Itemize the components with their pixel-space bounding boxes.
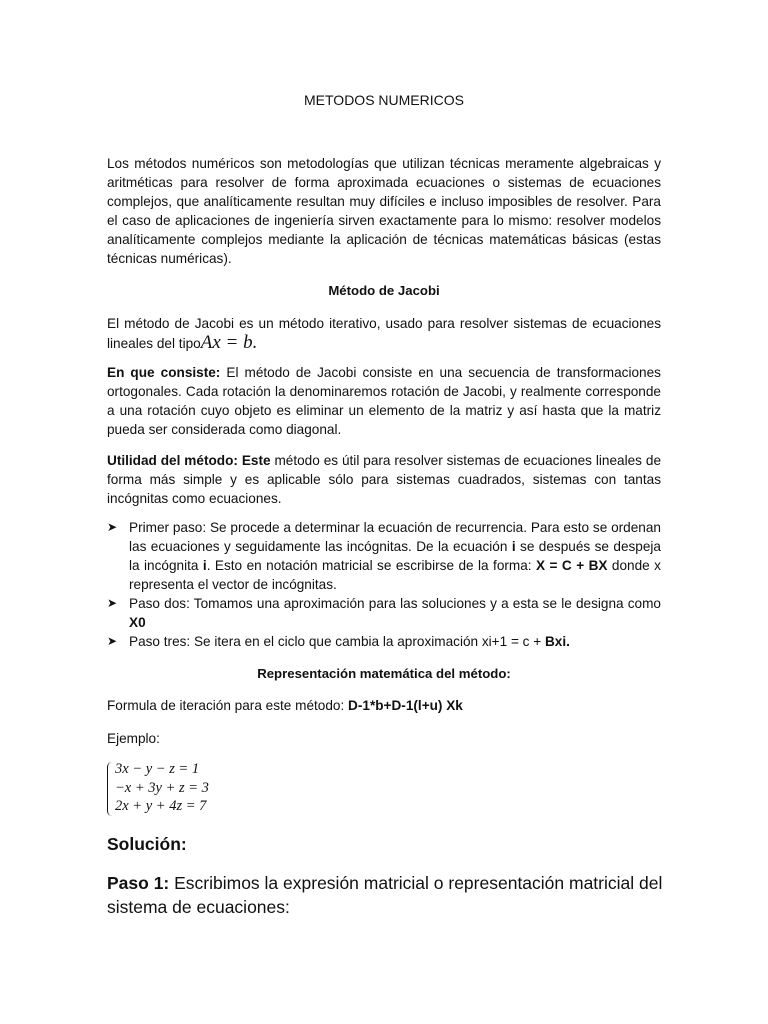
list-item: ➤ Paso tres: Se itera en el ciclo que cambia la aproximación xi+1 = c + Bxi. (107, 634, 570, 649)
left-brace (107, 762, 112, 816)
arrow-bullet-icon: ➤ (107, 596, 118, 610)
step1-label: Paso 1: (107, 873, 170, 893)
formula-label: Formula de iteración para este método: (107, 698, 349, 713)
consiste-label: En que consiste: (107, 365, 221, 380)
consiste-text: El método de Jacobi consiste en una secuencia de transformaciones ortogonales. Cada rotación la denominaremos rotación de Jacobi, y realmente corresponde a una rotación cuyo objeto es eliminar un elemento de la matriz y así hasta que la matriz pueda ser considerada como diagonal. (107, 365, 661, 437)
solution-heading: Solución: (107, 834, 187, 854)
consiste-paragraph (107, 363, 661, 439)
steps-list (107, 518, 661, 651)
jacobi-heading: Método de Jacobi (328, 283, 440, 298)
jacobi-paragraph (107, 314, 661, 353)
equation-3: 2x + y + 4z = 7 (115, 798, 207, 814)
page-title: METODOS NUMERICOS (304, 92, 464, 108)
utilidad-paragraph (107, 451, 661, 508)
example-label: Ejemplo: (107, 731, 160, 746)
utilidad-text: método es útil para resolver sistemas de ecuaciones lineales de forma más simple y es aplicable sólo para sistemas cuadrados, sistemas con tantas incógnitas como ecuaciones. (107, 453, 661, 506)
list-item: ➤ Primer paso: Se procede a determinar la ecuación de recurrencia. Para esto se ordenan las ecuaciones y seguidamente las incógnitas. De la ecuación i se después se despeja la incógnita i. Esto en notación matricial se escribirse de la forma: X = C + BX donde x representa el vector de incógnitas. (107, 520, 661, 592)
step1-paragraph (107, 871, 667, 919)
arrow-bullet-icon: ➤ (107, 634, 118, 648)
equation-1: 3x − y − z = 1 (115, 761, 200, 777)
jacobi-formula: Ax = b. (200, 332, 258, 353)
formula-line (107, 696, 463, 715)
representation-heading: Representación matemática del método: (257, 666, 511, 681)
step1-text: Escribimos la expresión matricial o representación matricial del sistema de ecuaciones: (107, 873, 663, 917)
utilidad-label: Utilidad del método: Este (107, 453, 271, 468)
jacobi-text: El método de Jacobi es un método iterativo, usado para resolver sistemas de ecuaciones lineales del tipo (107, 316, 661, 351)
equation-2: −x + 3y + z = 3 (115, 779, 209, 796)
intro-paragraph: Los métodos numéricos son metodologías que utilizan técnicas meramente algebraicas y aritméticas para resolver de forma aproximada ecuaciones o sistemas de ecuaciones complejos, que analíticamente resultan muy difíciles e incluso imposibles de resolver. Para el caso de aplicaciones de ingeniería sirven exactamente para lo mismo: resolver modelos analíticamente complejos mediante la aplicación de técnicas matemáticas básicas (estas técnicas numéricas). (107, 156, 661, 266)
formula-value: D-1*b+D-1(l+u) Xk (348, 698, 463, 713)
arrow-bullet-icon: ➤ (107, 520, 118, 534)
equation-system (107, 760, 209, 816)
list-item: ➤ Paso dos: Tomamos una aproximación para las soluciones y a esta se le designa como X0 (107, 596, 661, 630)
